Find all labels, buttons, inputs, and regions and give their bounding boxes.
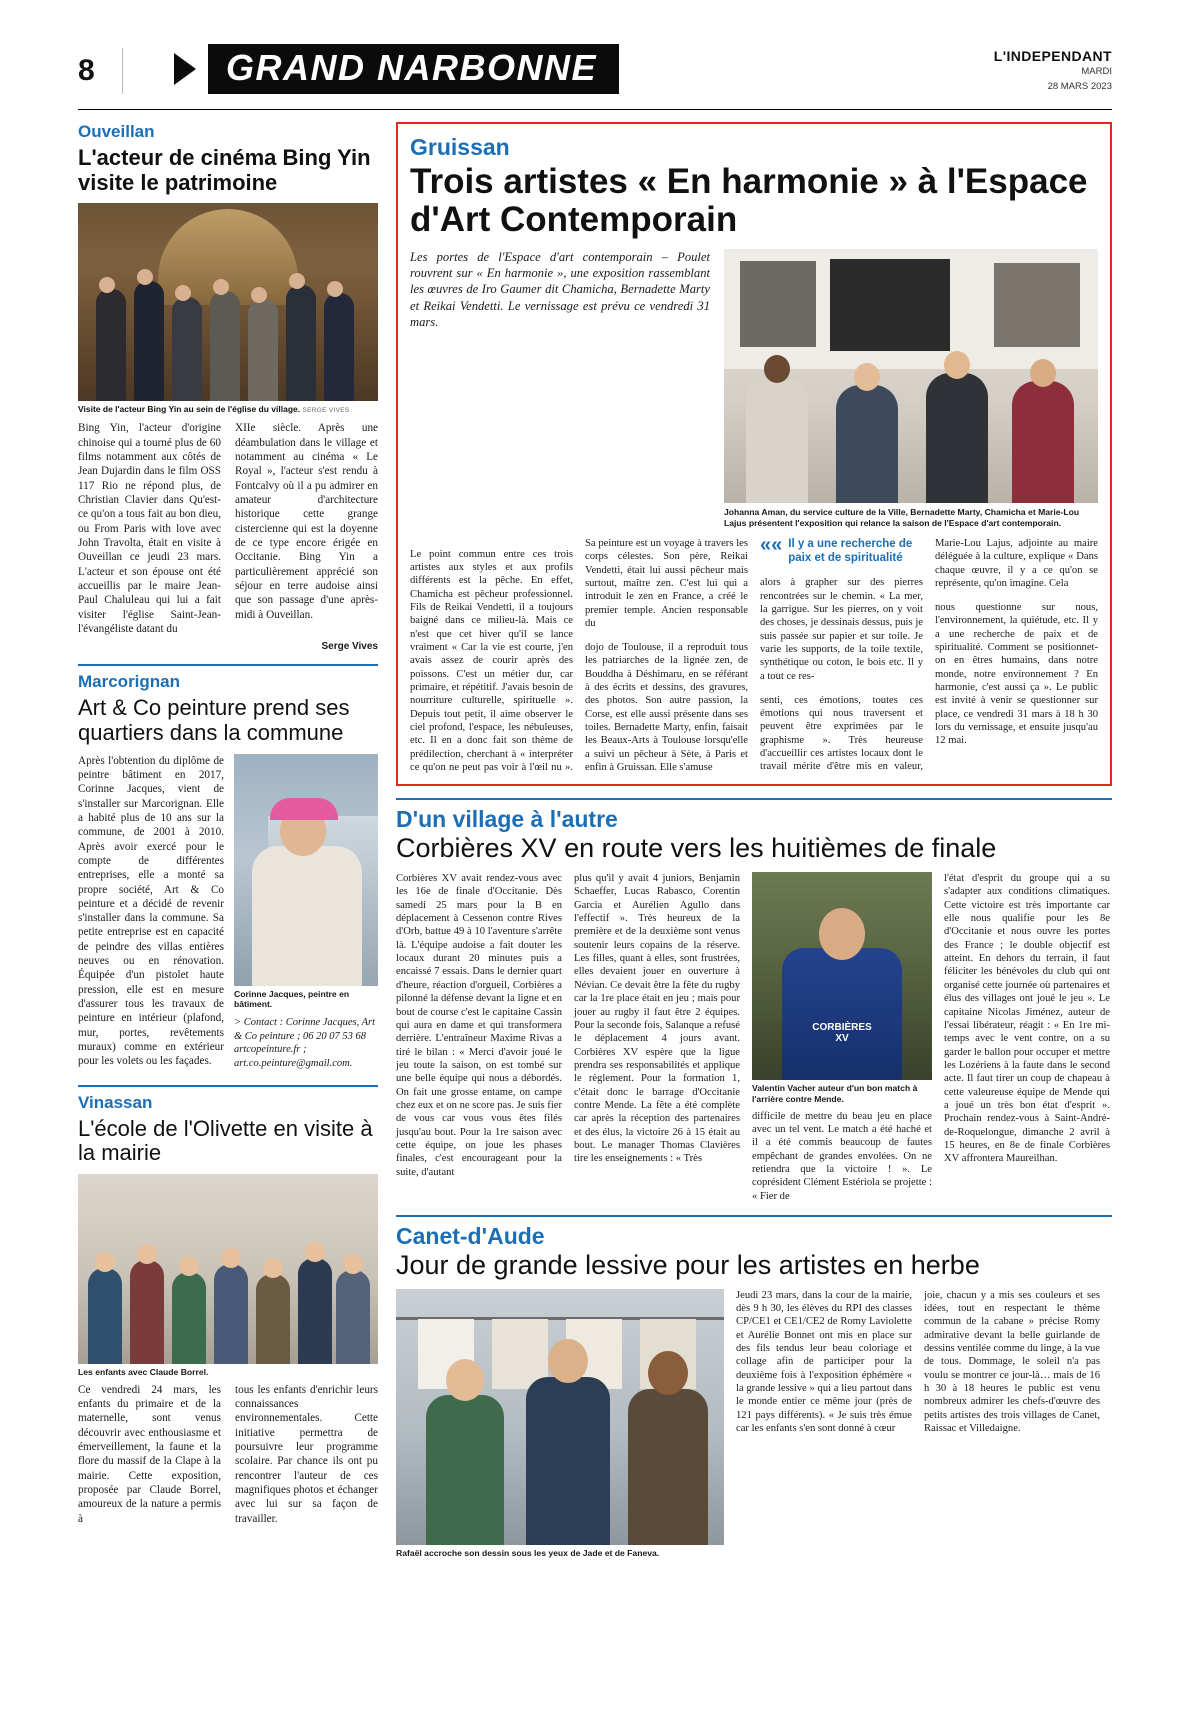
player-head [819,908,865,960]
ouveillan-signature: Serge Vives [321,641,378,653]
paper-name: L'INDEPENDANT [993,48,1112,64]
section-band [174,44,619,94]
gruissan-kicker: Gruissan [410,134,510,160]
vinassan-body [78,1383,378,1526]
masthead [78,44,1112,114]
right-column [396,122,1112,1558]
quote-icon: «« [760,533,783,556]
pullquote-text: Il y a une recherche de paix et de spiritualité [788,537,913,565]
gallery-wall [724,249,1098,369]
vinassan-photo [78,1174,378,1364]
rugby-col1: Corbières XV avait rendez-vous avec les 16e de finale d'Occitanie. Dès samedi 25 mars pour la B en déplacement à Cessenon contre Rives d'Orb, battue 49 à 10 l'aventure s'arrête là. L'équipe audoise a fait douter les locaux durant 20 minutes puis a encaissé 7 essais. Dans le dernier quart d'heure, réaction d'orgueil, Corbières a pilonné la défense devant la ligne et en bout de course c'est le capitaine Cassin qui aura en dame et qui transformera derrière. L'entraîneur Maxime Rivas a tiré le bilan : « Merci d'avoir joué le jeu toute la saison, on est tombé sur une belle équipe qui nous a débordés. On fait une grosse entame, on campe chez eux et on ne score pas. Je suis fier de vous car vous vous êtes filés jusqu'au bout. Pour la 1re saison avec cette équipe, on joue les phases finales, c'est encourageant pour la suite, d'autant [396,873,562,1178]
player-torso [782,948,902,1080]
church-people-group [78,273,378,401]
drawing-sheet [566,1319,622,1389]
vinassan-photo-caption: Les enfants avec Claude Borrel. [78,1366,209,1377]
ouveillan-headline: L'acteur de cinéma Bing Yin visite le patrimoine [78,145,371,195]
ouveillan-col1: Bing Yin, l'acteur d'origine chinoise qui a tourné plus de 60 films notamment aux côtés de Jean Dujardin dans le film OSS 117 Rio ne répond plus, de Christian Clavier dans Qu'est-ce qu'on a tous fait au bon dieu, ou From Paris with love avec John Travolta, était en visite à Ouveillan ce jeudi 23 mars. L'acteur et son épouse ont été accueillis par le maire Jean-Paul Chaluleau qui lui a fait visiter l'église Saint-Jean-l'évangéliste datant du [78,422,221,635]
rugby-col3: l'état d'esprit du groupe qui a su s'adapter aux conditions climatiques. Cette victoire est très importante car elle nous qualifie pour les 8e d'Occitanie et nous ouvre les portes des France ; le double objectif est atteint. En dehors du terrain, il faut féliciter les bénévoles du club qui ont organisé cette journée où partenaires et élus des villages ont joué le jeu ». Le capitaine Nicolas Jiménez, auteur de l'essai libérateur, réagit : « En 1re mi-temps avec le vent contre, on a su garder le ballon pour occuper et mettre les Lozériens à la faute dans le second acte. Il faut tirer un coup de chapeau à cette valeureuse équipe de Mende qui a joué un très bon état d'esprit ». Prochain rendez-vous à Saint-André-de-Roquelongue, dimanche 2 avril à 15 heures, en 8e de finale Corbières XV affrontera Maureilhan. [944,873,1110,1165]
caption-text: Visite de l'acteur Bing Yin au sein de l'église du village. [78,404,301,415]
article-ouveillan [78,122,378,652]
gruissan-headline: Trois artistes « En harmonie » à l'Espace d'Art Contemporain [410,162,1088,239]
newspaper-page [0,44,1190,1728]
person-body-shape [252,846,362,986]
article-rugby [396,798,1112,1203]
marcorignan-contact: > Contact : Corinne Jacques, Art & Co peinture ; 06 20 07 53 68 artcopeinture.fr ; art.co.peinture@gmail.com. [234,1017,376,1069]
canet-kicker: Canet-d'Aude [396,1222,545,1249]
page-number: 8 [78,54,95,87]
person-head-shape [280,806,326,856]
canet-grid [396,1289,1112,1559]
clothesline [396,1317,724,1320]
artwork-3 [994,263,1080,347]
paper-day: MARDI [1081,66,1112,77]
arrow-icon [174,53,196,85]
rugby-photo-caption: Valentin Vacher auteur d'un bon match à l'arrière contre Mende. [752,1083,918,1104]
masthead-rule [78,109,1112,110]
marcorignan-kicker: Marcorignan [78,664,378,692]
canet-col2: joie, chacun y a mis ses couleurs et ses idées, tout en respectant le thème commun de la cabane » précise Romy admirative devant la belle guirlande de dessins ventilée comme du linge, à la vue de tous. Dommage, le soleil n'a pas voulu se montrer ce jour-là… mais de 16 h 30 à 18 heures le public est venu nombreux admirer les chefs-d'œuvre des petits artistes des trois villages de Canet, Raissac et Villedaigne. [924,1289,1100,1435]
drawing-sheet [418,1319,474,1389]
canet-photo-caption: Rafaël accroche son dessin sous les yeux de Jade et de Faneva. [396,1547,660,1558]
gruissan-pullquote [760,533,923,566]
gruissan-top-block [410,249,1098,529]
gruissan-standfirst: Les portes de l'Espace d'art contemporain – Poulet rouvrent sur « En harmonie », une exposition rassemblant les œuvres de Iro Gaumer dit Chamicha, Bernadette Marty et Reikai Vendetti. Le vernissage est prévu ce vendredi 31 mars. [410,249,710,330]
gruissan-col4: nous questionne sur nous, l'environnement, la quiétude, etc. Il y a une recherche de paix et de spiritualité. Comment se positionnet-on en êtres humains, dans notre monde, notre environnement ? En harmonie, c'est aussi ça ». Le public est invité à venir se questionner sur place, ce vendredi 31 mars à 18 h 30 lors du vernissage, et ensuite jusqu'au 12 mai. [935,601,1098,747]
section-title: GRAND NARBONNE [208,44,619,94]
pink-cap-shape [270,798,338,820]
folio-divider [122,48,123,94]
vinassan-headline: L'école de l'Olivette en visite à la mairie [78,1115,373,1166]
gruissan-photo-caption: Johanna Aman, du service culture de la Ville, Bernadette Marty, Chamicha et Marie-Lou Lajus présentent l'exposition qui relance la saison de l'Espace d'art contemporain. [724,506,1080,528]
masthead-right [994,48,1112,94]
marcorignan-col1: Après l'obtention du diplôme de peintre bâtiment en 2017, Corinne Jacques, vient de s'installer sur Marcorignan. Elle a habité plus de 10 ans sur la commune, de 2001 à 2010. Après avoir exercé pour le compte de différentes entreprises, elle a monté sa propre société, Art & Co peinture et a décidé de revenir s'installer dans la commune. Sa petite entreprise est en capacité de peindre des villas entières neuves ou en rénovation. Équipée d'un pistolet haute pression, elle est en mesure d'assurer tous les travaux de peinture en intérieur (plafond, mur, portes, revêtements muraux) comme en extérieur pour les volets ou les façades. [78,754,224,1068]
marcorignan-headline: Art & Co peinture prend ses quartiers dans la commune [78,695,350,745]
gruissan-col2b: alors à grapher sur des pierres rencontrées sur le chemin. « La mer, la garrigue. Sur les pierres, on y voit des choses, je dessinais dessus, puis je suis passée sur papier et sur toile. Je varie les supports, de la toile textile, synthétique ou coton, le bois etc. Il y a tout ce res- [760,577,923,682]
marcorignan-photo-caption: Corinne Jacques, peintre en bâtiment. [234,988,350,1010]
canet-photo-col [396,1289,724,1559]
church-arch-shape [158,209,298,305]
rugby-photo-col [752,872,932,1203]
left-column [78,122,378,1526]
gruissan-photo [724,249,1098,503]
artwork-1 [740,261,816,347]
marcorignan-photo [234,754,378,986]
canet-col1: Jeudi 23 mars, dans la cour de la mairie, dès 9 h 30, les élèves du RPI des classes CP/CE1 et CE1/CE2 de Romy Laviolette et Aurélie Bonnet ont mis en place sur des fils tendus leur beau coloriage et collage afin de participer pour la deuxième fois à l'exposition éphémère « la grande lessive » qui a lieu partout dans le monde entier ce même jour (près de 121 pays différents). « Je suis très émue car les enfants s'en sont donné à cœur [736,1289,912,1435]
article-gruissan-featured [396,122,1112,786]
rugby-col2b: difficile de mettre du beau jeu en place avec un tel vent. Le match a été haché et il a été commis beaucoup de fautes empêchant de grandes envolées. On ne retiendra que la victoire ! ». Le coprésident Clément Estériola se projette : « Fier de [752,1110,932,1202]
canet-photo [396,1289,724,1545]
gruissan-body [410,533,1098,774]
ouveillan-body [78,421,378,636]
drawing-sheet [640,1319,696,1389]
ouveillan-photo-caption [78,404,378,415]
van-shape [268,816,378,986]
rugby-headline: Corbières XV en route vers les huitièmes de finale [396,833,997,864]
article-marcorignan [78,664,378,1070]
gruissan-photo-wrap [724,249,1098,529]
gruissan-col1: Le point commun entre ces trois artistes aux styles et aux profils différents est la pêche. En effet, Chamicha est pêcheur professionnel. Fils de Reikai Vendetti, il a toujours baigné dans ce milieu-là. Mais ce n'est que cet hiver qu'il se lance vraiment « Car la vie est courte, j'en avais assez de courir après des poissons. C'est un métier dur, car primaire, et répétitif. J'avais besoin de nourriture culturelle, spirituelle ». Depuis tout petit, il aime observer le ciel profond, l'espace, les nébuleuses, etc. Il en a donc fait son thème de prédilection, cherchant à « interpréter ce qu'on ne peut pas voir à l'œil nu ». Sa peinture est un voyage à travers les corps célestes. Son père, Reikai Vendetti, était lui aussi pêcheur mais surtout, maître zen. C'est lui qui a introduit le zen en France, a créé le premier temple. Ancien responsable du [410,537,748,774]
photo-credit: SERGE VIVES [302,407,350,415]
vinassan-kicker: Vinassan [78,1085,378,1113]
ouveillan-kicker: Ouveillan [78,122,155,141]
rugby-grid [396,872,1112,1203]
artwork-2 [830,259,950,351]
rugby-photo [752,872,932,1080]
vinassan-col1: Ce vendredi 24 mars, les enfants du primaire et de la maternelle, sont venus découvrir avec enthousiasme et émerveillement, la faune et la flore du massif de la Clape à la mairie. Cette exposition, proposée par Claude Borrel, amoureux de la nature a permis à [78,1383,221,1525]
jersey-text: CORBIÈRES XV [812,1022,872,1045]
canet-headline: Jour de grande lessive pour les artistes en herbe [396,1249,980,1280]
article-vinassan [78,1085,378,1526]
drawing-sheet [492,1319,548,1389]
gruissan-col3: senti, ces émotions, toutes ces émotions qui nous traversent et peuvent être exprimées par le graphisme ». Très heureuse d'accueillir ces artistes locaux dont le travail mérite d'être mis en valeur, Marie-Lou Lajus, adjointe au maire déléguée à la culture, explique « Dans chaque œuvre, il y a ce qu'on se représente, qu'on imagine. Cela [760,537,1098,773]
paper-date: 28 MARS 2023 [1047,80,1112,92]
ouveillan-col2: XIIe siècle. Après une déambulation dans le village et notamment au cinéma « Le Royal », l'acteur s'est rendu à Fontcalvy où il a pu admirer en amateur d'architecture historique cette grange cistercienne qui est la doyenne de ce type encore érigée en Occitanie. Bing Yin a particulièrement apprécié son séjour en terre audoise ainsi que son passage d'une après-midi à Ouveillan. [235,422,378,621]
article-canet [396,1215,1112,1558]
gruissan-col2: dojo de Toulouse, il a reproduit tous les patriarches de la lignée zen, de Bouddha à Déshimaru, en se référant à des écrits et dessins, des gravures, des photos. Son autre passion, la Corse, est elle aussi présente dans ses toiles. Bernadette Marty, enfin, faisait les Beaux-Arts à Toulouse lorsqu'elle a suivi un pêcheur à Sète, à Paris et enfin à Gruissan. Elle s'amuse [585,641,748,774]
ouveillan-photo [78,203,378,401]
rugby-kicker: D'un village à l'autre [396,806,618,833]
rugby-col2: plus qu'il y avait 4 juniors, Benjamin Schaeffer, Lucas Rabasco, Corentin Garcia et Aurélien Agullo dans l'effectif ». Très heureux de la première et de la deuxième sont venus soutenir leurs copains de la réserve. Les filles, quant à elles, sont frustrées, elles devaient jouer en ouverture à Névian. Ce devait être la fête du rugby car la 1re place était en jeu ; mais pour jouer au rugby il faut être 2 équipes. Pour la seconde fois, Salanque a refusé le déplacement 4 jours avant. Corbières XV espère que la ligue prendra ses responsabilités et applique le règlement. Pour la formation 1, c'était donc le barrage d'Occitanie contre Mende. La fête a été complète car après la réception des partenaires et des élus, la victoire 26 à 15 était au bout. Le manager Thomas Clavières tire les enseignements : « Très [574,873,740,1165]
vinassan-col2: tous les enfants d'enrichir leurs connaissances environnementales. Cette initiative permettra de poursuivre leur programme scolaire. Par chance ils ont pu rencontrer l'auteur de ces magnifiques photos et échanger avec lui sur sa façon de travailler. [235,1383,378,1525]
